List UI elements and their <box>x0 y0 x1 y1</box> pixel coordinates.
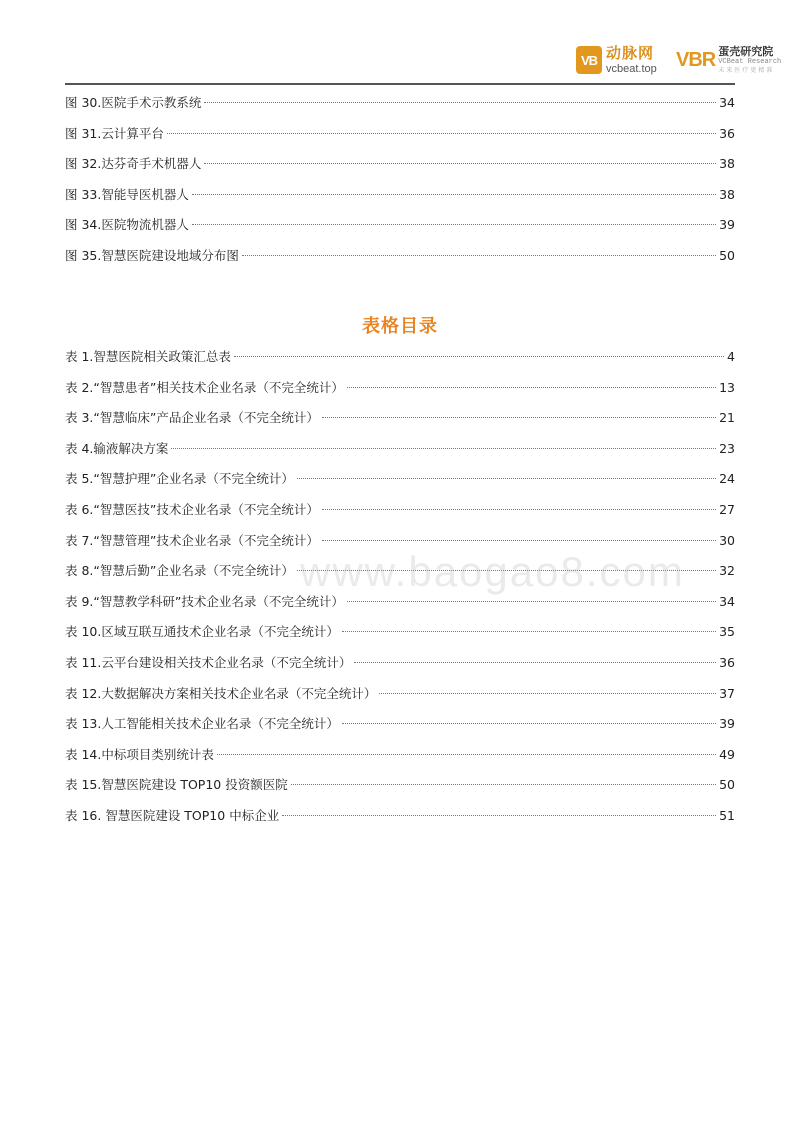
toc-entry[interactable] <box>65 469 735 489</box>
research-cn-text: 蛋壳研究院 <box>718 45 774 58</box>
toc-entry-page: 51 <box>719 808 735 823</box>
logo-en-text: vcbeat.top <box>606 62 657 75</box>
toc-entry-page: 50 <box>719 777 735 793</box>
toc-entry[interactable] <box>65 592 735 612</box>
dot-leader <box>282 815 716 816</box>
toc-entry-page: 24 <box>719 471 735 487</box>
toc-entry-label: 表 4.输液解决方案 <box>65 440 169 456</box>
toc-entry[interactable] <box>65 185 735 205</box>
dot-leader <box>297 570 716 571</box>
logo-cn-text: 动脉网 <box>606 43 655 62</box>
toc-entry-label: 图 30.医院手术示教系统 <box>65 95 202 110</box>
dot-leader <box>217 754 716 755</box>
toc-entry[interactable] <box>65 622 735 642</box>
toc-entry[interactable] <box>65 531 735 551</box>
dot-leader <box>167 133 716 134</box>
toc-entry-label: 表 9.“智慧教学科研”技术企业名录（不完全统计） <box>65 593 344 609</box>
toc-entry-label: 表 5.“智慧护理”企业名录（不完全统计） <box>65 471 294 487</box>
toc-entry-page: 36 <box>719 655 735 670</box>
toc-entry-page: 35 <box>719 624 735 640</box>
toc-entry-page: 30 <box>719 532 735 548</box>
toc-entry-label: 表 2.“智慧患者”相关技术企业名录（不完全统计） <box>65 379 344 395</box>
toc-entry[interactable] <box>65 215 735 235</box>
toc-entry-label: 表 11.云平台建设相关技术企业名录（不完全统计） <box>65 655 352 670</box>
dot-leader <box>234 356 724 357</box>
toc-entry-page: 32 <box>719 563 735 579</box>
toc-entry-label: 表 3.“智慧临床”产品企业名录（不完全统计） <box>65 410 319 426</box>
dot-leader <box>347 601 716 602</box>
dot-leader <box>322 540 716 541</box>
toc-entry[interactable] <box>65 154 735 174</box>
toc-entry[interactable] <box>65 684 735 704</box>
dot-leader <box>322 417 716 418</box>
toc-entry[interactable] <box>65 745 735 765</box>
toc-entry-page: 50 <box>719 248 735 263</box>
research-slogan: 未来医疗更精准 <box>718 67 775 74</box>
vcbeat-research-logo <box>676 44 781 76</box>
toc-entry[interactable] <box>65 246 735 266</box>
vcbeat-logo <box>576 44 657 76</box>
dot-leader <box>192 194 716 195</box>
dot-leader <box>342 723 716 724</box>
toc-entry-label: 表 15.智慧医院建设 TOP10 投资额医院 <box>65 777 288 793</box>
toc-entry-label: 表 7.“智慧管理”技术企业名录（不完全统计） <box>65 532 319 548</box>
toc-entry-page: 23 <box>719 440 735 456</box>
toc-entry-page: 4 <box>727 349 735 364</box>
toc-entry-page: 39 <box>719 716 735 732</box>
toc-entry-label: 表 13.人工智能相关技术企业名录（不完全统计） <box>65 716 339 732</box>
toc-entry[interactable] <box>65 775 735 795</box>
vbr-mark-icon: VBR <box>676 48 716 71</box>
toc-entry-label: 表 16. 智慧医院建设 TOP10 中标企业 <box>65 808 280 823</box>
vb-badge-icon: VB <box>576 46 602 74</box>
toc-entry[interactable] <box>65 93 735 113</box>
tables-section-title: 表格目录 <box>362 316 438 337</box>
toc-entry-label: 表 1.智慧医院相关政策汇总表 <box>65 349 231 364</box>
toc-entry[interactable] <box>65 500 735 520</box>
dot-leader <box>342 631 716 632</box>
toc-entry-label: 表 12.大数据解决方案相关技术企业名录（不完全统计） <box>65 685 377 701</box>
toc-entry-page: 36 <box>719 125 735 141</box>
toc-entry[interactable] <box>65 439 735 459</box>
toc-entry-page: 34 <box>719 95 735 110</box>
toc-entry-page: 21 <box>719 410 735 426</box>
dot-leader <box>192 224 716 225</box>
dot-leader <box>242 255 716 256</box>
dot-leader <box>171 448 716 449</box>
toc-entry[interactable] <box>65 561 735 581</box>
dot-leader <box>291 784 716 785</box>
header-divider <box>65 83 735 85</box>
dot-leader <box>347 387 716 388</box>
toc-entry-page: 13 <box>719 379 735 395</box>
toc-entry-label: 表 6.“智慧医技”技术企业名录（不完全统计） <box>65 502 319 517</box>
toc-entry[interactable] <box>65 806 735 826</box>
toc-entry[interactable] <box>65 347 735 367</box>
toc-entry-label: 表 8.“智慧后勤”企业名录（不完全统计） <box>65 563 294 579</box>
toc-entry-page: 27 <box>719 502 735 517</box>
toc-entry-label: 表 10.区域互联互通技术企业名录（不完全统计） <box>65 624 339 640</box>
toc-entry-label: 图 31.云计算平台 <box>65 125 164 141</box>
dot-leader <box>322 509 716 510</box>
toc-entry-page: 38 <box>719 156 735 172</box>
dot-leader <box>379 693 716 694</box>
toc-entry-page: 39 <box>719 217 735 233</box>
research-en-text: VCBeat Research <box>718 58 782 66</box>
toc-entry[interactable] <box>65 714 735 734</box>
toc-entry-label: 图 32.达芬奇手术机器人 <box>65 156 202 172</box>
page-header <box>0 0 800 85</box>
dot-leader <box>354 662 716 663</box>
toc-entry-page: 34 <box>719 593 735 609</box>
toc-entry-label: 图 33.智能导医机器人 <box>65 186 189 202</box>
toc-entry-page: 38 <box>719 186 735 202</box>
toc-entry[interactable] <box>65 408 735 428</box>
dot-leader <box>297 478 716 479</box>
toc-entry[interactable] <box>65 378 735 398</box>
toc-entry[interactable] <box>65 653 735 673</box>
toc-entry-page: 37 <box>719 685 735 701</box>
toc-entry-label: 表 14.中标项目类别统计表 <box>65 746 214 762</box>
toc-entry-label: 图 35.智慧医院建设地域分布图 <box>65 248 239 263</box>
toc-entry-page: 49 <box>719 746 735 762</box>
watermark: www.baogao8.com <box>300 548 685 595</box>
dot-leader <box>204 163 716 164</box>
dot-leader <box>204 102 716 103</box>
toc-entry-label: 图 34.医院物流机器人 <box>65 217 189 233</box>
toc-entry[interactable] <box>65 124 735 144</box>
